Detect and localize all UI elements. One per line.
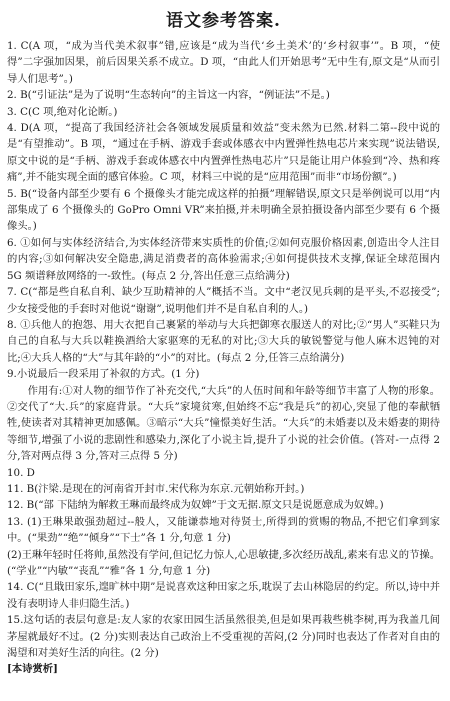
answer-13-1: 13. (1)王琳果敢强劲超过--般人，又能谦恭地对待贤士,所得到的赏赐的物品,不把它们拿到家中。(“果劲”“绝”“倾身”“下士”各 1 分,句意 1 分) [7,515,440,545]
answer-13-2: (2)王琳年轻时任将帅,虽然没有学问,但记忆力惊人,心思敏捷,多次经历战乱,素来有忠义的节操。(“学业”“内敏”“丧乱”“雅”各 1 分,句意 1 分) [7,548,440,577]
answer-6: 6. ①如何与实体经济结合,为实体经济带来实质性的价值;②如何克服价格因素,创造出令人注目的内容;③如何解决安全隐患,满足消费者的高体验需求;④如何提供技术支撑,保证全球范围内 5G 频谱释放网络的一-致性。(每点 2 分,答出任意三点给满分) [7,236,440,282]
answer-7: 7. C(“都是些自私自利、缺少互助精神的人”概括不当。文中“老汉见兵刺的是平头,不忍接受”;少女接受他的手套时对他说“谢谢”,说明他们并不是自私自利的人。) [7,286,440,315]
answer-11: 11. B(汴梁.是现在的河南省开封市.宋代称为东京.元朝始称开封。) [7,482,305,495]
answer-9-function: 作用有:①对人物的细节作了补充交代,“大兵”的人伍时间和年龄等细节丰富了人物的形象。②交代了“大.兵”的家庭背景。“大兵”家境贫寒,但始终不忘“我是兵”的初心,突显了他的奉献牺牲,使读者对其精神更加感佩。③暗示“大兵”憧憬美好生活。“大兵”的未婚妻以及未婚妻的期待等细节,增强了小说的悲剧性和感染力,深化了小说主旨,提升了小说的社会价值。(答对-一点得 2 分,答对两点得 3 分,答对三点得 5 分) [7,384,440,463]
answer-2: 2. B(“引证法”是为了说明“生态转向”的主旨这一内容，“例证法”不是。) [7,89,330,102]
answer-5: 5. B(“设备内部至少要有 6 个摄像头才能完成这样的拍摄”理解错误,原文只是举例说可以用“内部集成了 6 个摄像头的 GoPro Omni VR”来拍摄,并未明确全景拍摄设备内部至少要有 6 个摄像头。) [7,187,440,233]
page-title: 语文参考答案. [166,11,281,31]
answer-4: 4. D(A 项，“提高了我国经济社会各领域发展质量和效益”变未然为已然.材料二第--段中说的是“有望推动”。B 项，“通过在手柄、游戏手套或体感衣中内置弹性热电芯片来实现”说法错误,原文中说的是“手柄、游戏手套或体感衣中内置弹性热电芯片”只是能让用户体验到“冷、热和疼痛”,并不能实现全面的感官体验。C 项，材料三中说的是“应用范围”而非“市场份额”。) [7,122,440,184]
poem-appreciation-heading: [本诗赏析] [7,663,58,676]
answer-1: 1. C(A 项，“成为当代美术叙事”错,应该是“成为当代‘乡土美术’的‘乡村叙事’”。B 项，“使得”二字强加因果，前后因果关系不成立。D 项，“由此人们开始思考”无中生有,原文是“从而引导人们思考”。) [7,40,440,85]
answer-body [7,38,440,678]
answer-12: 12. B(“部 下陆纳为解救王琳而最终成为奴婢”于文无据.原文只是说愿意成为奴婢。) [7,499,384,512]
answer-8: 8. ①兵他人的抱怨、用大衣把自己裹紧的举动与大兵把御寒衣服送人的对比;②“男人”买鞋只为自己的自私与大兵以鞋换酒给大家驱寒的无私的对比;③大兵的敏锐警觉与他人麻木迟钝的对比;④大兵人格的“大”与其年龄的“小”的对比。(每点 2 分,任答三点给满分) [7,318,440,364]
answer-9: 9.小说最后一段采用了补叙的方式。(1 分) [7,368,200,381]
answer-15: 15.这句话的表层句意是:友人家的农家田园生活虽然很美,但是如果再栽些桃李树,再为我盖几间茅屋就最好不过。(2 分)实则表达自己政治上不受重视的苦闷,(2 分)同时也表达了作者对自由的渴望和对美好生活的向往。(2 分) [7,614,440,660]
answer-10: 10. D [7,466,35,479]
answer-3: 3. C(C 项,绝对化论断。) [7,105,118,118]
answer-14: 14. C(“且戢田家乐,遑旷林中期”是说喜欢这种田家之乐,耽误了去山林隐居的约定。所以,诗中并没有表明诗人非归隐生活。) [7,581,440,610]
